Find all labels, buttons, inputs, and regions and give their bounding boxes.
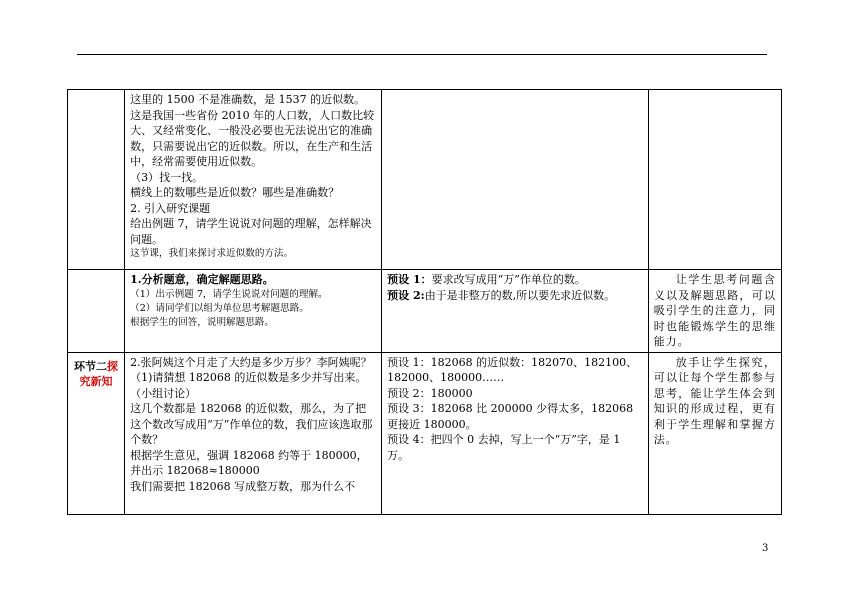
table-row <box>68 270 782 353</box>
student-activity-cell <box>382 90 649 270</box>
table-row <box>68 352 782 514</box>
stage-cell <box>68 352 125 514</box>
paragraph: 这里的 1500 不是准确数，是 1537 的近似数。 <box>130 93 366 106</box>
paragraph: 预设 2：180000 <box>387 386 473 400</box>
paragraph: 横线上的数哪些是近似数？哪些是准确数？ <box>130 186 340 199</box>
student-activity-cell <box>382 352 649 514</box>
paragraph: 根据学生意见，强调 182068 约等于 180000，并出示 182068≈180000 <box>130 448 368 477</box>
paragraph: 这几个数都是 182068 的近似数，那么，为了把这个数改写成用“万”作单位的数，我们应该选取那个数？ <box>130 402 373 446</box>
preset-line <box>387 288 643 304</box>
table-row <box>68 90 782 270</box>
paragraph: （3）找一找。 <box>130 170 204 184</box>
paragraph: 预设 3：182068 比 200000 少得太多，182068 更接近 180000。 <box>387 402 634 431</box>
paragraph: （1)请猜想 182068 的近似数是多少并写出来。（小组讨论） <box>130 371 367 400</box>
small-paragraph: （1）出示例题 7，请学生说说对问题的理解。 <box>130 288 328 300</box>
paragraph: 2. 引入研究课题 <box>130 201 211 215</box>
paragraph: 预设 4：把四个 0 去掉，写上一个“万”字，是 1 万。 <box>387 433 621 462</box>
teaching-activity-cell <box>125 270 382 353</box>
teaching-activity-cell <box>125 352 382 514</box>
small-paragraph: 根据学生的回答，说明解题思路。 <box>130 316 275 328</box>
stage-prefix: 环节二 <box>74 359 108 373</box>
preset-text: 要求改写成用“万”作单位的数。 <box>431 273 586 286</box>
paragraph: 这是我国一些省份 2010 年的人口数，人口数比较大、又经常变化、一般没必要也无法说出它的准确数，只需要说出它的近似数。所以，在生产和生活中，经常需要使用近似数。 <box>130 108 375 168</box>
paragraph: 预设 1：182068 的近似数：182070、182100、182000、180000…… <box>387 355 638 384</box>
design-intent-cell <box>648 270 781 353</box>
page-number: 3 <box>762 543 769 554</box>
student-activity-cell <box>382 270 649 353</box>
section-title: 1.分析题意，确定解题思路。 <box>130 273 274 286</box>
preset-text: 由于是非整万的数,所以要先求近似数。 <box>424 288 616 302</box>
stage-highlight: 探究新知 <box>79 359 119 388</box>
design-intent-cell <box>648 352 781 514</box>
design-intent-text: 让学生思考问题含义以及解题思路，可以吸引学生的注意力，同时也能锻炼学生的思维能力。 <box>653 273 776 348</box>
paragraph: 给出例题 7，请学生说说对问题的理解，怎样解决问题。 <box>130 217 372 246</box>
stage-cell <box>68 90 125 270</box>
paragraph: 我们需要把 182068 写成整万数，那为什么不 <box>130 479 356 493</box>
design-intent-text: 放手让学生探究，可以让每个学生都参与思考，能让学生体会到知识的形成过程，更有利于学生理解和掌握方法。 <box>653 355 776 446</box>
stage-cell <box>68 270 125 353</box>
design-intent-cell <box>648 90 781 270</box>
small-paragraph: （2）请同学们以组为单位思考解题思路。 <box>130 302 309 314</box>
preset-label: 预设 2: <box>387 288 425 302</box>
preset-label: 预设 1： <box>387 273 432 286</box>
teaching-activity-cell <box>125 90 382 270</box>
lesson-plan-table <box>67 89 782 515</box>
header-rule <box>77 54 767 55</box>
paragraph: 2.张阿姨这个月走了大约是多少万步？李阿姨呢？ <box>130 355 372 369</box>
small-paragraph: 这节课，我们来探讨求近似数的方法。 <box>130 248 294 259</box>
preset-line <box>387 272 643 288</box>
